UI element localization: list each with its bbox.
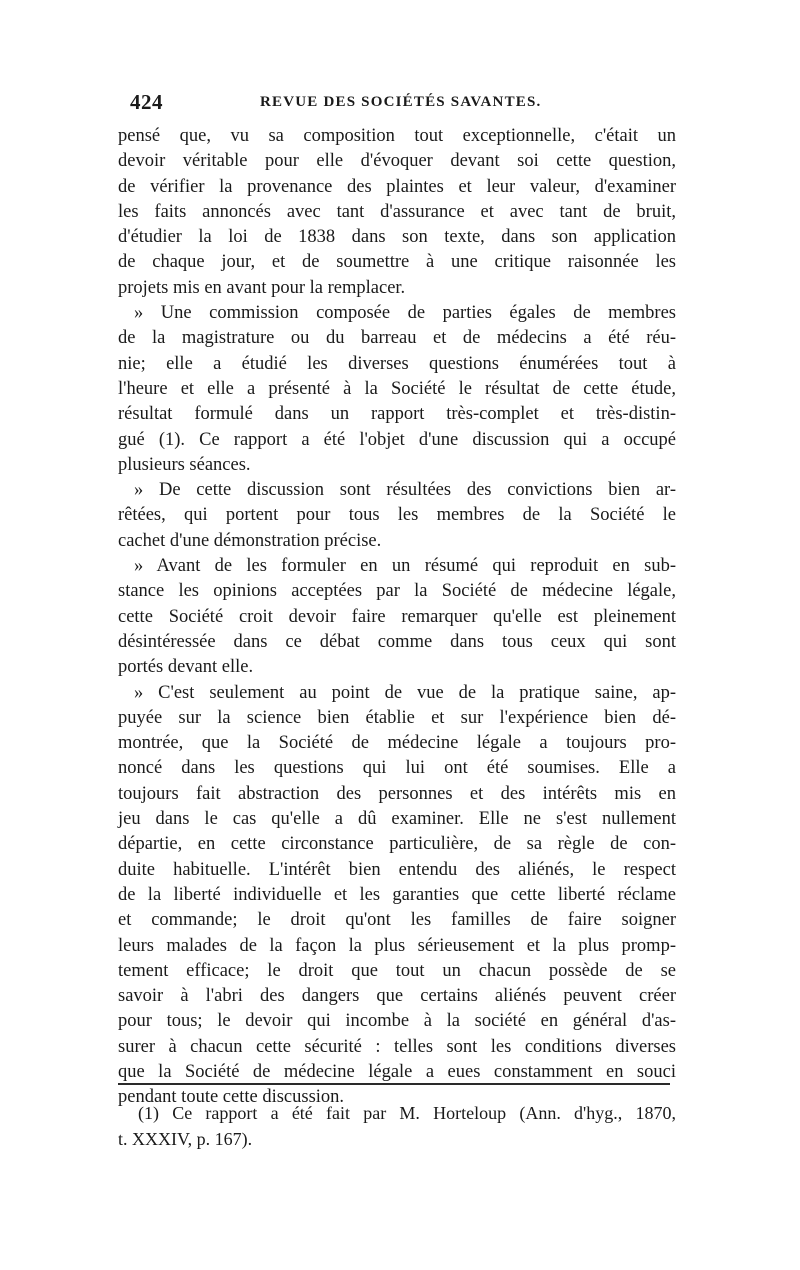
text-line: et commande; le droit qu'ont les familles de faire soigner xyxy=(118,910,676,931)
text-line: duite habituelle. L'intérêt bien entendu des aliénés, le respect xyxy=(118,859,676,880)
text-line: de la magistrature ou du barreau et de médecins a été réu- xyxy=(118,328,676,349)
text-line: stance les opinions acceptées par la Société de médecine légale, xyxy=(118,581,676,602)
text-line: » C'est seulement au point de vue de la pratique saine, ap- xyxy=(134,682,676,703)
text-line: toujours fait abstraction des personnes et des intérêts mis en xyxy=(118,783,676,804)
footnote-line: (1) Ce rapport a été fait par M. Horteloup (Ann. d'hyg., 1870, xyxy=(138,1103,676,1123)
page-header xyxy=(130,90,675,120)
text-line: de chaque jour, et de soumettre à une critique raisonnée les xyxy=(118,252,676,273)
text-line: projets mis en avant pour la remplacer. xyxy=(118,277,406,298)
text-line: tement efficace; le droit que tout un chacun possède de se xyxy=(118,960,676,981)
text-line: nie; elle a étudié les diverses questions énumérées tout à xyxy=(118,353,676,374)
text-line: » Avant de les formuler en un résumé qui reproduit en sub- xyxy=(134,556,676,577)
text-line: » Une commission composée de parties égales de membres xyxy=(134,303,676,324)
text-line: de vérifier la provenance des plaintes et leur valeur, d'examiner xyxy=(118,176,676,197)
running-head: REVUE DES SOCIÉTÉS SAVANTES. xyxy=(260,94,542,110)
text-line: désintéressée dans ce débat comme dans tous ceux qui sont xyxy=(118,631,676,652)
text-line: pensé que, vu sa composition tout exceptionnelle, c'était un xyxy=(118,126,676,146)
text-line: cachet d'une démonstration précise. xyxy=(118,530,382,551)
text-line: devoir véritable pour elle d'évoquer devant soi cette question, xyxy=(118,151,676,172)
text-line: plusieurs séances. xyxy=(118,454,251,475)
text-line: d'étudier la loi de 1838 dans son texte, dans son application xyxy=(118,227,676,248)
text-line: jeu dans le cas qu'elle a dû examiner. Elle ne s'est nullement xyxy=(118,809,676,830)
text-line: l'heure et elle a présenté à la Société le résultat de cette étude, xyxy=(118,378,676,399)
page-number: 424 xyxy=(130,90,163,114)
text-line: leurs malades de la façon la plus sérieusement et la plus promp- xyxy=(118,935,676,956)
text-line: pour tous; le devoir qui incombe à la société en général d'as- xyxy=(118,1011,676,1032)
text-line: de la liberté individuelle et les garanties que cette liberté réclame xyxy=(118,884,676,905)
text-line: que la Société de médecine légale a eues constamment en souci xyxy=(118,1061,676,1082)
text-line: » De cette discussion sont résultées des convictions bien ar- xyxy=(134,480,676,501)
text-line: surer à chacun cette sécurité : telles sont les conditions diverses xyxy=(118,1036,676,1057)
text-line: départie, en cette circonstance particulière, de sa règle de con- xyxy=(118,834,676,855)
footnote-line: t. XXXIV, p. 167). xyxy=(118,1129,253,1149)
text-line: résultat formulé dans un rapport très-complet et très-distin- xyxy=(118,404,676,425)
text-line: portés devant elle. xyxy=(118,657,254,678)
text-line: savoir à l'abri des dangers que certains aliénés peuvent créer xyxy=(118,986,676,1007)
text-line: gué (1). Ce rapport a été l'objet d'une discussion qui a occupé xyxy=(118,429,676,450)
text-line: puyée sur la science bien établie et sur l'expérience bien dé- xyxy=(118,707,676,728)
text-line: pendant toute cette discussion. xyxy=(118,1087,345,1108)
footnote-divider xyxy=(118,1083,670,1085)
text-line: cette Société croit devoir faire remarquer qu'elle est pleinement xyxy=(118,606,676,627)
body-text xyxy=(118,124,676,1111)
text-line: les faits annoncés avec tant d'assurance et avec tant de bruit, xyxy=(118,201,676,222)
text-line: montrée, que la Société de médecine légale a toujours pro- xyxy=(118,733,676,754)
footnote xyxy=(118,1100,676,1152)
text-line: rêtées, qui portent pour tous les membres de la Société le xyxy=(118,505,676,526)
text-line: noncé dans les questions qui lui ont été soumises. Elle a xyxy=(118,758,676,779)
